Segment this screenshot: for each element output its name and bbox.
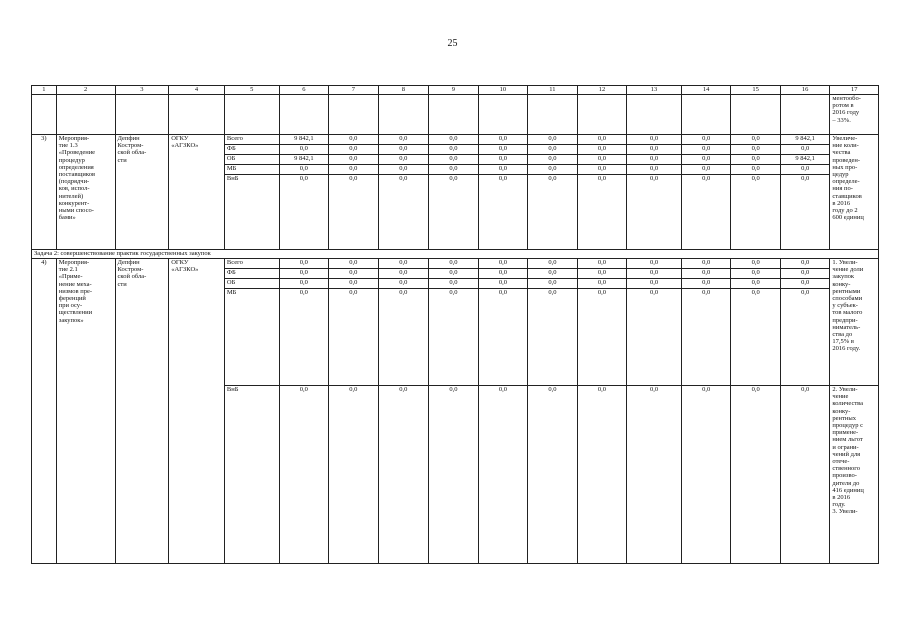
value-cell: 0,0 [731, 386, 781, 564]
value-cell: 0,0 [731, 175, 781, 250]
value-cell: 0,0 [279, 269, 329, 279]
value-cell: 0,0 [577, 155, 627, 165]
continuation-row [32, 95, 879, 135]
value-cell: 0,0 [329, 279, 379, 289]
value-cell: 0,0 [577, 289, 627, 386]
value-cell: 0,0 [528, 279, 578, 289]
value-cell: 0,0 [780, 269, 830, 279]
value-cell: 0,0 [627, 145, 682, 155]
header-cell: 7 [329, 86, 379, 95]
value-cell: 0,0 [528, 165, 578, 175]
value-cell: 0,0 [378, 155, 429, 165]
value-cell: 0,0 [780, 386, 830, 564]
result-cell: Увеличе- ние коли- чества проведен- ных про- цедур определе- ния по- ставщиков в 2016 году до 2 600 единиц [830, 135, 879, 250]
table-row [32, 135, 879, 145]
value-cell: 0,0 [780, 165, 830, 175]
value-cell: 0,0 [780, 175, 830, 250]
funding-source: ВнБ [224, 386, 279, 564]
value-cell: 0,0 [528, 145, 578, 155]
header-cell: 15 [731, 86, 781, 95]
value-cell: 0,0 [627, 135, 682, 145]
value-cell: 0,0 [329, 135, 379, 145]
table-row [32, 259, 879, 269]
header-cell: 17 [830, 86, 879, 95]
header-cell: 9 [429, 86, 479, 95]
header-cell: 14 [681, 86, 731, 95]
value-cell: 0,0 [577, 165, 627, 175]
value-cell: 0,0 [528, 259, 578, 269]
value-cell: 0,0 [681, 269, 731, 279]
value-cell: 0,0 [478, 279, 528, 289]
value-cell: 0,0 [478, 386, 528, 564]
value-cell: 0,0 [731, 145, 781, 155]
executor: Депфин Костром- ской обла- сти [115, 259, 169, 564]
value-cell: 0,0 [429, 135, 479, 145]
value-cell: 0,0 [528, 135, 578, 145]
header-cell: 4 [169, 86, 225, 95]
value-cell: 0,0 [577, 386, 627, 564]
value-cell: 0,0 [329, 269, 379, 279]
program-table [31, 85, 879, 564]
value-cell: 0,0 [478, 145, 528, 155]
value-cell: 0,0 [329, 155, 379, 165]
value-cell: 0,0 [378, 259, 429, 269]
value-cell: 0,0 [378, 289, 429, 386]
value-cell: 0,0 [279, 165, 329, 175]
value-cell: 0,0 [279, 386, 329, 564]
value-cell: 0,0 [681, 289, 731, 386]
value-cell: 0,0 [329, 165, 379, 175]
value-cell: 0,0 [780, 289, 830, 386]
value-cell: 0,0 [429, 289, 479, 386]
funding-source: МБ [224, 165, 279, 175]
value-cell: 0,0 [378, 135, 429, 145]
value-cell: 0,0 [681, 145, 731, 155]
value-cell: 0,0 [478, 135, 528, 145]
funding-source: ВнБ [224, 175, 279, 250]
value-cell: 0,0 [429, 386, 479, 564]
result-cell: ментообо- ротом в 2016 году – 33%. [830, 95, 879, 135]
value-cell: 0,0 [577, 175, 627, 250]
value-cell: 0,0 [577, 145, 627, 155]
section-row [32, 250, 879, 259]
value-cell: 0,0 [528, 155, 578, 165]
header-cell: 1 [32, 86, 57, 95]
page-number: 25 [447, 38, 458, 49]
value-cell: 0,0 [731, 269, 781, 279]
funding-source: Всего [224, 135, 279, 145]
value-cell: 0,0 [329, 289, 379, 386]
value-cell: 0,0 [577, 135, 627, 145]
value-cell: 0,0 [478, 269, 528, 279]
value-cell: 0,0 [279, 259, 329, 269]
value-cell: 0,0 [528, 289, 578, 386]
header-cell: 12 [577, 86, 627, 95]
value-cell: 0,0 [577, 269, 627, 279]
value-cell: 0,0 [378, 165, 429, 175]
value-cell: 0,0 [681, 279, 731, 289]
value-cell: 0,0 [627, 269, 682, 279]
funding-source: Всего [224, 259, 279, 269]
value-cell: 0,0 [780, 259, 830, 269]
header-cell: 16 [780, 86, 830, 95]
value-cell: 0,0 [681, 175, 731, 250]
header-cell: 2 [56, 86, 115, 95]
value-cell: 0,0 [279, 279, 329, 289]
value-cell: 0,0 [528, 269, 578, 279]
result-cell: 2. Увели- чение количества конку- рентных процедур с примене- нием льгот и ограни- чений для отече- ственного произво- дителя до 416 единиц в 2016 году. 3. Увели- [830, 386, 879, 564]
funding-source: МБ [224, 289, 279, 386]
header-cell: 10 [478, 86, 528, 95]
value-cell: 0,0 [681, 259, 731, 269]
value-cell: 0,0 [429, 165, 479, 175]
value-cell: 0,0 [627, 175, 682, 250]
value-cell: 0,0 [478, 289, 528, 386]
value-cell: 0,0 [627, 386, 682, 564]
value-cell: 0,0 [378, 386, 429, 564]
value-cell: 0,0 [329, 259, 379, 269]
header-cell: 13 [627, 86, 682, 95]
value-cell: 0,0 [429, 145, 479, 155]
value-cell: 0,0 [429, 269, 479, 279]
header-cell: 5 [224, 86, 279, 95]
value-cell: 0,0 [577, 279, 627, 289]
value-cell: 9 842,1 [780, 155, 830, 165]
header-cell: 8 [378, 86, 429, 95]
executor: Депфин Костром- ской обла- сти [115, 135, 169, 250]
value-cell: 9 842,1 [279, 155, 329, 165]
value-cell: 0,0 [627, 289, 682, 386]
value-cell: 0,0 [329, 175, 379, 250]
value-cell: 9 842,1 [780, 135, 830, 145]
value-cell: 0,0 [731, 279, 781, 289]
value-cell: 0,0 [681, 155, 731, 165]
value-cell: 0,0 [378, 269, 429, 279]
event-name: Мероприя- тие 1.3 «Проведение процедур определения поставщиков (подрядчи- ков, испол- нителей) конкурент- ными спосо- бами» [56, 135, 115, 250]
value-cell: 0,0 [627, 259, 682, 269]
value-cell: 0,0 [378, 279, 429, 289]
funding-source: ОБ [224, 279, 279, 289]
value-cell: 0,0 [731, 289, 781, 386]
co-executor: ОГКУ «АГЗКО» [169, 259, 225, 564]
value-cell: 0,0 [681, 135, 731, 145]
row-number: 3) [32, 135, 57, 250]
value-cell: 0,0 [627, 165, 682, 175]
value-cell: 0,0 [429, 259, 479, 269]
value-cell: 0,0 [627, 155, 682, 165]
value-cell: 0,0 [279, 145, 329, 155]
value-cell: 0,0 [478, 175, 528, 250]
value-cell: 0,0 [329, 145, 379, 155]
header-row [32, 86, 879, 95]
value-cell: 0,0 [478, 165, 528, 175]
value-cell: 0,0 [577, 259, 627, 269]
header-cell: 6 [279, 86, 329, 95]
value-cell: 0,0 [329, 386, 379, 564]
value-cell: 0,0 [378, 175, 429, 250]
value-cell: 0,0 [780, 145, 830, 155]
co-executor: ОГКУ «АГЗКО» [169, 135, 225, 250]
value-cell: 0,0 [279, 289, 329, 386]
funding-source: ФБ [224, 145, 279, 155]
header-cell: 11 [528, 86, 578, 95]
value-cell: 0,0 [780, 279, 830, 289]
value-cell: 0,0 [731, 135, 781, 145]
event-name: Мероприя- тие 2.1 «Приме- нение меха- низмов пре- ференций при осу- ществлении закупок» [56, 259, 115, 564]
funding-source: ОБ [224, 155, 279, 165]
value-cell: 0,0 [627, 279, 682, 289]
value-cell: 0,0 [528, 386, 578, 564]
value-cell: 0,0 [731, 259, 781, 269]
value-cell: 0,0 [731, 155, 781, 165]
result-cell: 1. Увели- чение доли закупок конку- рентными способами у субъек- тов малого предпри- ниматель- ства до 17,5% в 2016 году. [830, 259, 879, 386]
row-number: 4) [32, 259, 57, 564]
value-cell: 0,0 [528, 175, 578, 250]
header-cell: 3 [115, 86, 169, 95]
value-cell: 9 842,1 [279, 135, 329, 145]
value-cell: 0,0 [681, 386, 731, 564]
task-heading: Задача 2: совершенствование практик государственных закупок [32, 250, 879, 259]
value-cell: 0,0 [478, 155, 528, 165]
value-cell: 0,0 [429, 175, 479, 250]
value-cell: 0,0 [681, 165, 731, 175]
value-cell: 0,0 [378, 145, 429, 155]
value-cell: 0,0 [279, 175, 329, 250]
value-cell: 0,0 [429, 279, 479, 289]
value-cell: 0,0 [731, 165, 781, 175]
funding-source: ФБ [224, 269, 279, 279]
value-cell: 0,0 [429, 155, 479, 165]
value-cell: 0,0 [478, 259, 528, 269]
